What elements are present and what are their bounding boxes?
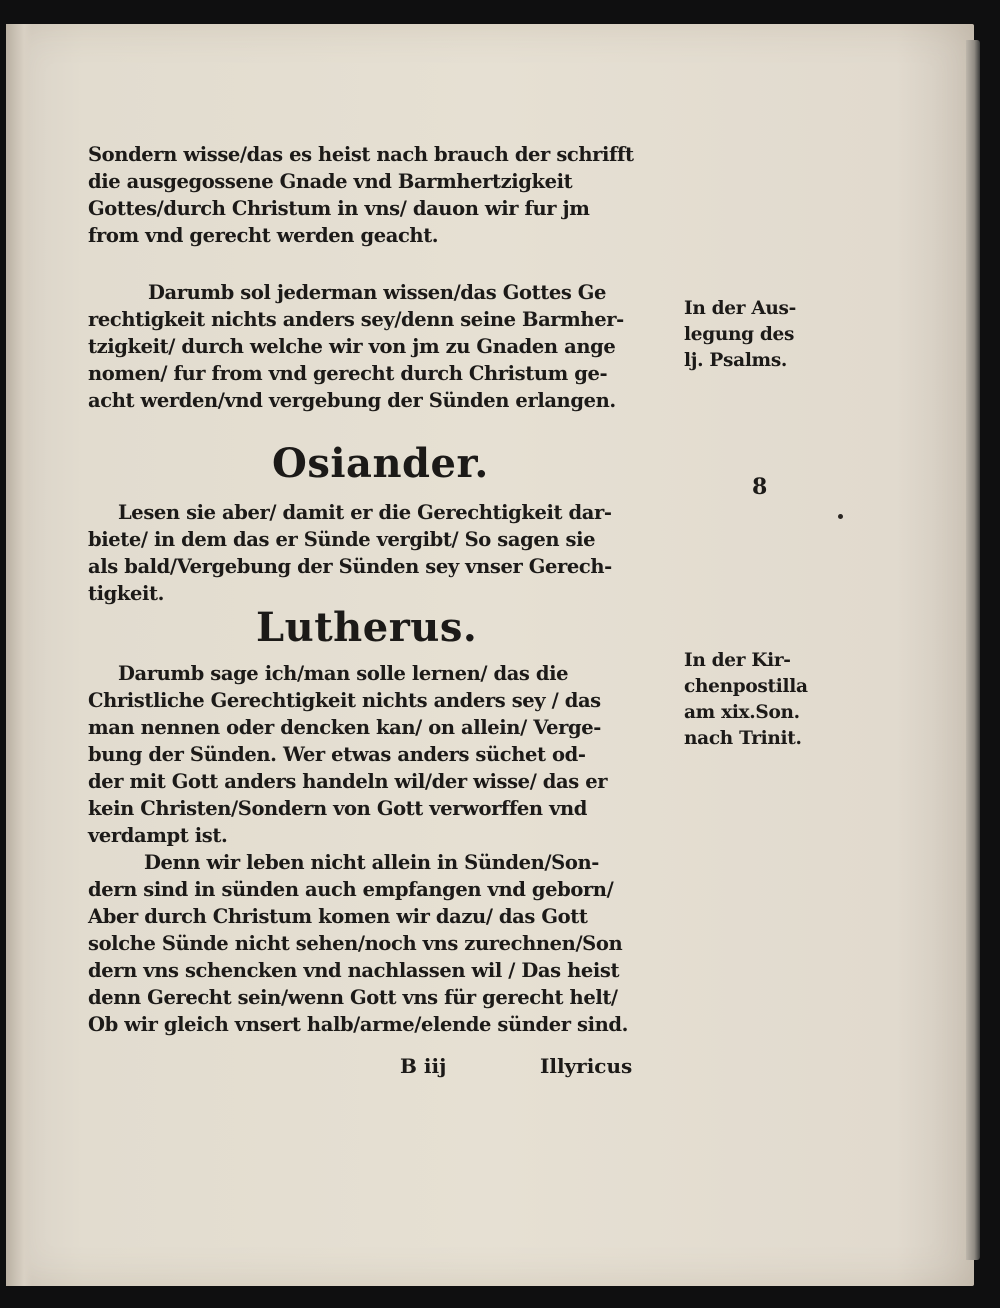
folio-mark: 8 xyxy=(752,474,768,500)
text-line: Denn wir leben nicht allein in Sünden/Son- xyxy=(144,851,599,874)
text-line: biete/ in dem das er Sünde vergibt/ So sagen sie xyxy=(88,528,596,551)
ink-speck xyxy=(838,514,843,519)
text-line: Aber durch Christum komen wir dazu/ das Gott xyxy=(88,905,588,928)
text-line: Christliche Gerechtigkeit nichts anders sey / das xyxy=(88,689,601,712)
margin-note-line: chenpostilla xyxy=(684,676,808,697)
margin-note-line: lj. Psalms. xyxy=(684,350,788,371)
text-line: bung der Sünden. Wer etwas anders süchet od- xyxy=(88,743,586,766)
text-line: rechtigkeit nichts anders sey/denn seine Barmher- xyxy=(88,308,624,331)
text-line: als bald/Vergebung der Sünden sey vnser Gerech- xyxy=(88,555,612,578)
text-line: tigkeit. xyxy=(88,582,164,605)
book-binding xyxy=(6,24,32,1286)
text-line: Darumb sol jederman wissen/das Gottes Ge xyxy=(148,281,607,304)
text-line: dern sind in sünden auch empfangen vnd geborn/ xyxy=(88,878,614,901)
text-line: Gottes/durch Christum in vns/ dauon wir fur jm xyxy=(88,197,590,220)
catchword: Illyricus xyxy=(540,1054,633,1078)
text-line: verdampt ist. xyxy=(88,824,228,847)
text-line: solche Sünde nicht sehen/noch vns zurechnen/Son xyxy=(88,932,623,955)
text-line: man nennen oder dencken kan/ on allein/ Verge- xyxy=(88,716,601,739)
margin-note-line: In der Kir- xyxy=(684,650,791,671)
text-line: from vnd gerecht werden geacht. xyxy=(88,224,439,247)
text-line: denn Gerecht sein/wenn Gott vns für gerecht helt/ xyxy=(88,986,618,1009)
signature-mark: B iij xyxy=(400,1054,447,1078)
margin-note-line: am xix.Son. xyxy=(684,702,800,723)
margin-note-line: nach Trinit. xyxy=(684,728,802,749)
text-line: acht werden/vnd vergebung der Sünden erlangen. xyxy=(88,389,616,412)
text-line: kein Christen/Sondern von Gott verworffen vnd xyxy=(88,797,588,820)
text-line: tzigkeit/ durch welche wir von jm zu Gnaden ange xyxy=(88,335,616,358)
text-line: Darumb sage ich/man solle lernen/ das die xyxy=(118,662,569,685)
text-line: nomen/ fur from vnd gerecht durch Christum ge- xyxy=(88,362,608,385)
section-heading-lutherus: Lutherus. xyxy=(256,604,478,651)
text-line: Sondern wisse/das es heist nach brauch der schrifft xyxy=(88,143,634,166)
text-line: Lesen sie aber/ damit er die Gerechtigkeit dar- xyxy=(118,501,612,524)
text-line: Ob wir gleich vnsert halb/arme/elende sünder sind. xyxy=(88,1013,629,1036)
text-line: dern vns schencken vnd nachlassen wil / Das heist xyxy=(88,959,620,982)
text-line: die ausgegossene Gnade vnd Barmhertzigkeit xyxy=(88,170,573,193)
margin-note-line: legung des xyxy=(684,324,795,345)
section-heading-osiander: Osiander. xyxy=(272,440,489,487)
margin-note-line: In der Aus- xyxy=(684,298,797,319)
text-line: der mit Gott anders handeln wil/der wisse/ das er xyxy=(88,770,608,793)
page-edge xyxy=(966,40,980,1260)
